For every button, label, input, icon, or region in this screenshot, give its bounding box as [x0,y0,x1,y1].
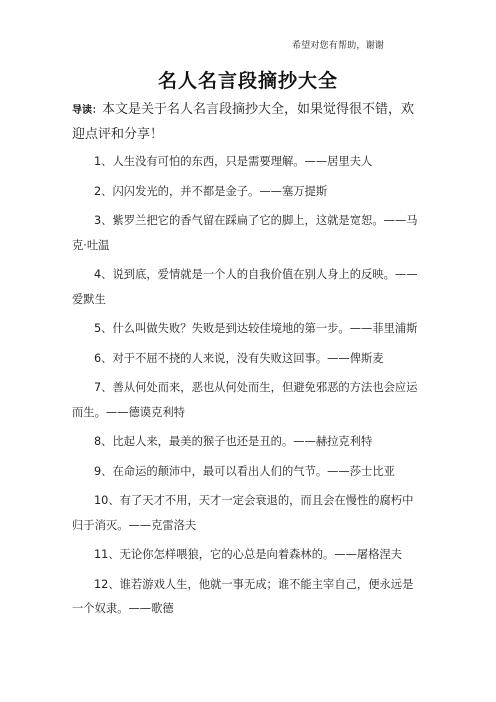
quote-item: 4、说到底，爱情就是一个人的自我价值在别人身上的反映。——爱默生 [72,268,418,306]
quote-item: 5、什么叫做失败？失败是到达较佳境地的第一步。——菲里浦斯 [94,322,418,335]
quote-item: 12、谁若游戏人生，他就一事无成；谁不能主宰自己，便永远是一个奴隶。——歌德 [72,577,414,615]
quote-item: 3、紫罗兰把它的香气留在踩扁了它的脚上，这就是宽恕。——马克·吐温 [72,214,418,252]
page-title: 名人名言段摘抄大全 [157,70,338,92]
quote-item: 10、有了天才不用，天才一定会衰退的，而且会在慢性的腐朽中归于消灭。——克雷洛夫 [72,494,414,532]
quote-item: 1、人生没有可怕的东西，只是需要理解。——居里夫人 [94,155,373,168]
quote-item: 7、善从何处而来，恶也从何处而生，但避免邪恶的方法也会应运而生。——德谟克利特 [72,381,418,419]
quote-item: 9、在命运的颠沛中，最可以看出人们的气节。——莎士比亚 [94,464,395,478]
quote-item: 8、比起人来，最美的猴子也还是丑的。——赫拉克利特 [94,435,373,448]
intro-text: 本文是关于名人名言段摘抄大全，如果觉得很不错，欢迎点评和分享！ [72,102,415,142]
intro-label: 导读： [72,105,102,116]
quote-item: 2、闪闪发光的，并不都是金子。——塞万提斯 [94,184,328,198]
quote-list [72,150,424,627]
intro-paragraph [72,98,424,147]
quote-item: 11、无论你怎样喂狼，它的心总是向着森林的。——屠格涅夫 [94,548,403,561]
header-note: 希望对您有帮助，谢谢 [292,41,385,51]
quote-item: 6、对于不屈不挠的人来说，没有失败这回事。——俾斯麦 [94,351,384,365]
